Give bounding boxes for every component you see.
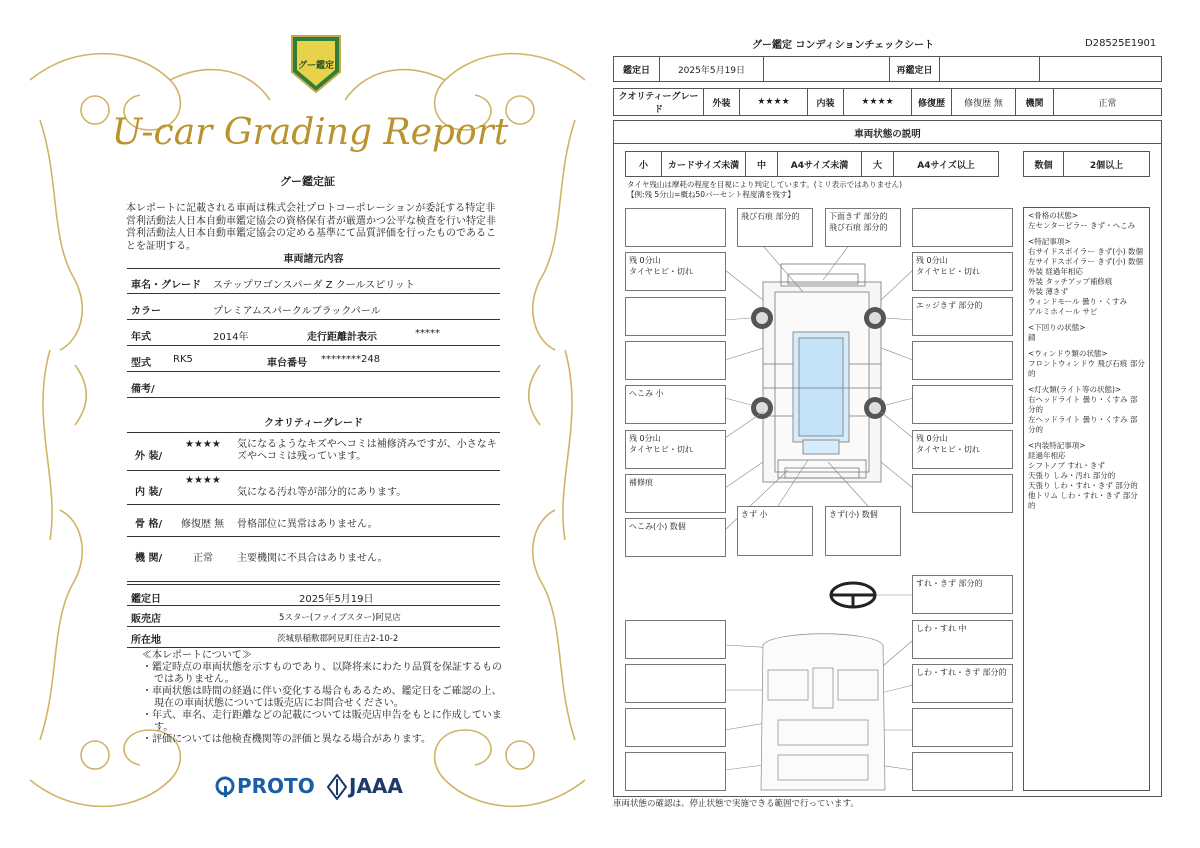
callout-box bbox=[912, 208, 1013, 247]
callout-small-dents: へこみ(小) 数個 bbox=[625, 518, 726, 557]
callout-front-stone-chip: 飛び石痕 部分的 bbox=[737, 208, 813, 247]
spec-row-name: 車名・グレード ステップワゴンスパーダ Z クールスピリット bbox=[127, 269, 500, 294]
quality-row-interior: 内 装/ ★★★★ 気になる汚れ等が部分的にあります。 bbox=[127, 471, 500, 505]
sheet-exterior-stars: ★★★★ bbox=[740, 89, 808, 116]
callout-rear-left-tire: 残 0分山 タイヤヒビ・切れ bbox=[625, 430, 726, 469]
callout-box bbox=[625, 208, 726, 247]
report-notes bbox=[142, 650, 502, 746]
jaaa-logo-icon bbox=[327, 774, 347, 800]
remarks-panel: <骨格の状態> 左センターピラー きず・へこみ <特記事項> 右サイドスポイラー きず(小) 数個 左サイドスポイラー きず(小) 数個 外装 経過年相応 外装 タッチアップ補修痕 外装 薄きず ウィンドモール 曇り・くすみ アルミホイール サビ <下回りの状態> 錆 <ウィンドウ類の状態> フロントウィンドウ 飛び石痕 部分的 <灯火類(ライト等の状態)> 右ヘッドライト 曇り・くすみ 部分的 左ヘッドライト 曇り・くすみ 部分的 <内装特記事項> 経過年相応 シフトノブ すれ・きず 天張り しみ・汚れ 部分的 天張り しわ・すれ・きず 部分的 他トリム しわ・すれ・きず 部分的 bbox=[1023, 207, 1150, 791]
shop-name: 5スター(ファイブスター)阿見店 bbox=[279, 613, 401, 623]
notes-heading: ≪本レポートについて≫ bbox=[142, 650, 252, 661]
callout-seat-wrinkle: しわ・すれ 中 bbox=[912, 620, 1013, 659]
vehicle-year: 2014年 bbox=[213, 332, 249, 343]
quality-heading: クオリティーグレード bbox=[264, 418, 363, 429]
callout-box bbox=[625, 708, 726, 747]
shop-address: 茨城県稲敷郡阿見町住吉2-10-2 bbox=[277, 634, 399, 644]
shop-row: 販売店 5スター(ファイブスター)阿見店 bbox=[127, 606, 500, 627]
quality-row-engine: 機 関/ 正常 主要機関に不具合はありません。 bbox=[127, 537, 500, 582]
date-table: 鑑定日 2025年5月19日 再鑑定日 bbox=[613, 56, 1162, 82]
document-id: D28525E1901 bbox=[1085, 38, 1157, 49]
engine-comment: 主要機関に不具合はありません。 bbox=[237, 553, 388, 564]
certificate-subtitle: グー鑑定証 bbox=[280, 175, 335, 188]
callout-box bbox=[625, 297, 726, 336]
callout-repair-trace: 補修痕 bbox=[625, 474, 726, 513]
quality-row-exterior: 外 装/ ★★★★ 気になるようなキズやヘコミは補修済みですが、小さなキズやヘコミは残っています。 bbox=[127, 433, 500, 471]
callout-steering-wear: すれ・きず 部分的 bbox=[912, 575, 1013, 614]
sheet-repair-value: 修復歴 無 bbox=[952, 89, 1016, 116]
spec-heading: 車両諸元内容 bbox=[283, 254, 344, 265]
model-code: RK5 bbox=[173, 354, 193, 365]
address-row: 所在地 茨城県稲敷郡阿見町住吉2-10-2 bbox=[127, 627, 500, 648]
certificate-intro: 本レポートに記載される車両は株式会社プロトコーポレーションが委託する特定非営利活動法人日本自動車鑑定協会の資格保有者が厳選かつ公平な検査を行い特定非営利活動法人日本自動車鑑定協会の定める基準にて品質評価を行ったものであることを証明する。 bbox=[126, 203, 496, 252]
appraisal-date-row: 鑑定日 2025年5月19日 bbox=[127, 584, 500, 606]
callout-front-right-tire: 残 0分山 タイヤヒビ・切れ bbox=[912, 252, 1013, 291]
note-item: ・年式、車名、走行距離などの記載については販売店申告をもとに作成しています。 bbox=[142, 710, 502, 733]
proto-logo-text: PROTO bbox=[237, 774, 315, 798]
count-legend-table: 数個 2個以上 bbox=[1023, 151, 1150, 177]
certificate-title: U-car Grading Report bbox=[111, 112, 509, 153]
callout-box bbox=[625, 341, 726, 380]
tire-note: タイヤ残山は摩耗の程度を目視により判定しています。(ミリ表示ではありません) 【例:残 5分山=概ね50パーセント程度溝を残す】 bbox=[627, 180, 903, 199]
engine-value: 正常 bbox=[193, 553, 213, 564]
reappraisal-date bbox=[940, 57, 1040, 82]
callout-left-dent: へこみ 小 bbox=[625, 385, 726, 424]
jaaa-logo-text: JAAA bbox=[349, 774, 403, 798]
footer-logos bbox=[215, 772, 415, 802]
state-heading: 車両状態の説明 bbox=[613, 120, 1162, 144]
spec-row-model: 型式 RK5 車台番号 ********248 bbox=[127, 347, 500, 372]
interior-stars: ★★★★ bbox=[185, 475, 221, 486]
exterior-stars: ★★★★ bbox=[185, 439, 221, 450]
grade-table: クオリティーグレード 外装 ★★★★ 内装 ★★★★ 修復歴 修復歴 無 機関 正常 bbox=[613, 88, 1162, 116]
proto-logo-icon bbox=[215, 776, 235, 798]
note-item: ・鑑定時点の車両状態を示すものであり、以降将来にわたり品質を保証するものではありません。 bbox=[142, 662, 502, 685]
callout-trim-wear: しわ・すれ・きず 部分的 bbox=[912, 664, 1013, 703]
size-legend-table: 小 カードサイズ未満 中 A4サイズ未満 大 A4サイズ以上 bbox=[625, 151, 999, 177]
callout-rear-scratches: きず(小) 数個 bbox=[825, 506, 901, 556]
callout-rear-right-tire: 残 0分山 タイヤヒビ・切れ bbox=[912, 430, 1013, 469]
callout-box bbox=[912, 385, 1013, 424]
spec-row-notes: 備考/ bbox=[127, 373, 500, 398]
quality-row-frame: 骨 格/ 修復歴 無 骨格部位に異常はありません。 bbox=[127, 505, 500, 537]
callout-front-underbody: 下面きず 部分的 飛び石痕 部分的 bbox=[825, 208, 901, 247]
interior-comment: 気になる汚れ等が部分的にあります。 bbox=[237, 487, 407, 498]
callout-box bbox=[625, 664, 726, 703]
note-item: ・車両状態は時間の経過に伴い変化する場合もあるため、鑑定日をご確認の上、現在の車両状態については販売店にお問合せください。 bbox=[142, 686, 502, 709]
spec-row-year: 年式 2014年 走行距離計表示 ***** bbox=[127, 321, 500, 346]
callout-box bbox=[912, 752, 1013, 791]
callout-box bbox=[625, 752, 726, 791]
sheet-title: グー鑑定 コンディションチェックシート bbox=[752, 40, 935, 51]
vehicle-color: プレミアムスパークルブラックパール bbox=[213, 306, 381, 317]
sheet-appraisal-date: 2025年5月19日 bbox=[660, 57, 764, 82]
callout-rear-scratch: きず 小 bbox=[737, 506, 813, 556]
exterior-comment: 気になるようなキズやヘコミは補修済みですが、小さなキズやヘコミは残っています。 bbox=[237, 439, 497, 462]
mileage: ***** bbox=[415, 328, 440, 339]
callout-box bbox=[912, 474, 1013, 513]
callout-edge-scratch: エッジきず 部分的 bbox=[912, 297, 1013, 336]
sheet-footer-note: 車両状態の確認は、停止状態で実施できる範囲で行っています。 bbox=[613, 799, 859, 809]
badge-label: グー鑑定 bbox=[298, 61, 335, 71]
appraisal-date: 2025年5月19日 bbox=[299, 594, 374, 605]
grading-certificate bbox=[20, 20, 595, 832]
spec-row-color: カラー プレミアムスパークルブラックパール bbox=[127, 295, 500, 320]
note-item: ・評価については他検査機関等の評価と異なる場合があります。 bbox=[142, 734, 431, 745]
sheet-engine-value: 正常 bbox=[1054, 89, 1162, 116]
sheet-interior-stars: ★★★★ bbox=[844, 89, 912, 116]
frame-value: 修復歴 無 bbox=[181, 519, 225, 530]
steering-wheel-icon bbox=[831, 583, 875, 607]
callout-box bbox=[912, 708, 1013, 747]
frame-comment: 骨格部位に異常はありません。 bbox=[237, 519, 378, 530]
vehicle-name: ステップワゴンスパーダ Z クールスピリット bbox=[213, 280, 415, 291]
callout-box bbox=[912, 341, 1013, 380]
chassis-number: ********248 bbox=[321, 354, 381, 365]
callout-box bbox=[625, 620, 726, 659]
callout-front-left-tire: 残 0分山 タイヤヒビ・切れ bbox=[625, 252, 726, 291]
